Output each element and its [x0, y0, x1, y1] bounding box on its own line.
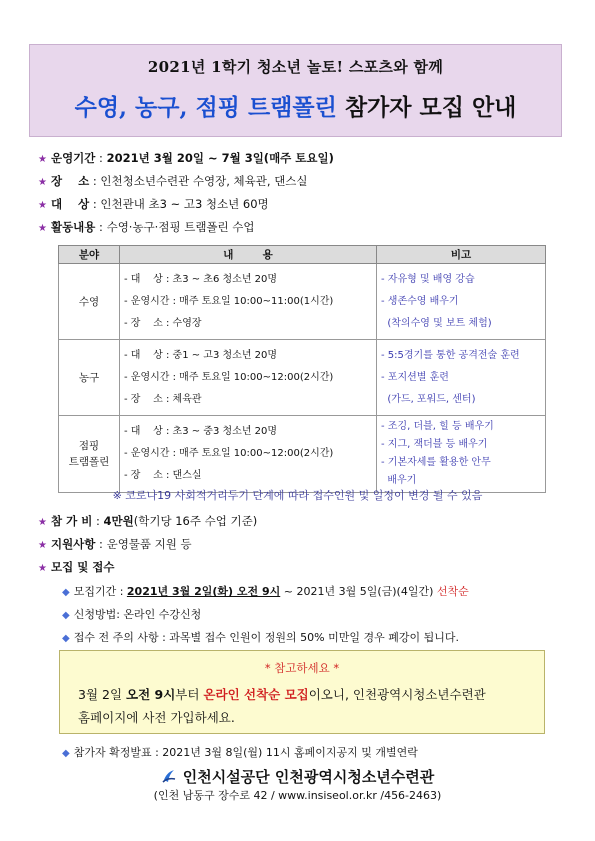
table-header-category: 분야	[59, 246, 120, 264]
header-banner	[29, 44, 562, 137]
activity-value: 수영·농구·점핑 트램폴린 수업	[106, 220, 255, 234]
table-header-content: 내 용	[120, 246, 377, 264]
recruit-period-start: 2021년 3월 2일(화) 오전 9시	[126, 585, 281, 598]
star-icon: ★	[38, 200, 47, 211]
footer-address: (인천 남동구 장수로 42 / www.insiseol.or.kr /456-2463)	[153, 789, 442, 802]
period-label: 운영기간	[50, 151, 96, 165]
period-value: 2021년 3월 20일 ~ 7월 3일(매주 토요일)	[106, 151, 334, 165]
support-row: ★ 지원사항 : 운영물품 지원 등	[38, 537, 192, 551]
header-title-rest: 참가자 모집 안내	[344, 94, 517, 121]
info-period: ★ 운영기간 : 2021년 3월 20일 ~ 7월 3일(매주 토요일)	[38, 151, 334, 165]
recruit-period-end: ~ 2021년 3월 5일(금)(4일간)	[280, 585, 437, 598]
star-icon: ★	[38, 563, 47, 574]
row-notes: - 5:5경기를 통한 공격전술 훈련 - 포지션별 훈련 (가드, 포워드, 센터)	[377, 340, 546, 416]
reference-line-1: 3월 2일 오전 9시부터 온라인 선착순 모집이오니, 인천광역시청소년수련관	[78, 687, 486, 702]
info-target: ★ 대 상 : 인천관내 초3 ~ 고3 청소년 60명	[38, 197, 269, 211]
header-subtitle: 2021년 1학기 청소년 놀토! 스포츠와 함께	[147, 58, 444, 76]
recruit-label: 모집 및 접수	[50, 560, 115, 574]
table-header-row	[59, 246, 546, 264]
footer-org-name: 인천시설공단 인천광역시청소년수련관	[182, 768, 435, 786]
recruit-apply-text: 신청방법: 온라인 수강신청	[73, 608, 202, 621]
table-row	[59, 340, 546, 416]
program-table	[58, 245, 546, 493]
table-row	[59, 416, 546, 493]
fee-detail: (학기당 16주 수업 기준)	[133, 514, 258, 528]
star-icon: ★	[38, 223, 47, 234]
recruit-row	[38, 559, 115, 575]
announce-text: 참가자 확정발표 : 2021년 3월 8일(월) 11시 홈페이지공지 및 개별연락	[73, 746, 418, 759]
fee-row: ★ 참 가 비 : 4만원(학기당 16주 수업 기준)	[38, 514, 258, 528]
row-content: - 대 상 : 초3 ~ 중3 청소년 20명 - 운영시간 : 매주 토요일 10:00~12:00(2시간) - 장 소 : 댄스실	[120, 416, 377, 493]
header-title	[30, 89, 561, 122]
table-row	[59, 264, 546, 340]
target-value: 인천관내 초3 ~ 고3 청소년 60명	[100, 197, 269, 211]
recruit-caution	[62, 629, 459, 645]
support-value: 운영물품 지원 등	[106, 537, 192, 551]
row-content: - 대 상 : 초3 ~ 초6 청소년 20명 - 운영시간 : 매주 토요일 10:00~11:00(1시간) - 장 소 : 수영장	[120, 264, 377, 340]
recruit-apply	[62, 606, 201, 622]
diamond-icon: ◆	[62, 633, 70, 644]
reference-title: * 참고하세요 *	[264, 661, 340, 675]
table-header-notes: 비고	[377, 246, 546, 264]
reference-box	[59, 650, 545, 734]
fee-amount: 4만원	[103, 514, 134, 528]
organization-logo-icon	[161, 768, 177, 784]
covid-notice: ※ 코로나19 사회적거리두기 단계에 따라 접수인원 및 일정이 변경 될 수 있음	[112, 489, 483, 502]
row-category: 수영	[59, 264, 120, 340]
row-notes: - 자유형 및 배영 강습 - 생존수영 배우기 (착의수영 및 보트 체험)	[377, 264, 546, 340]
row-content: - 대 상 : 중1 ~ 고3 청소년 20명 - 운영시간 : 매주 토요일 10:00~12:00(2시간) - 장 소 : 체육관	[120, 340, 377, 416]
place-value: 인천청소년수련관 수영장, 체육관, 댄스실	[100, 174, 308, 188]
info-place: ★ 장 소 : 인천청소년수련관 수영장, 체육관, 댄스실	[38, 174, 308, 188]
support-label: 지원사항	[50, 537, 96, 551]
info-activity: ★ 활동내용 : 수영·농구·점핑 트램폴린 수업	[38, 220, 255, 234]
header-title-colored: 수영, 농구, 점핑 트램폴린	[74, 94, 337, 121]
place-label: 장 소	[50, 174, 90, 188]
star-icon: ★	[38, 540, 47, 551]
diamond-icon: ◆	[62, 748, 70, 759]
recruit-period-method: 선착순	[436, 585, 469, 598]
row-category: 점핑 트램폴린	[59, 416, 120, 493]
diamond-icon: ◆	[62, 587, 70, 598]
fee-label: 참 가 비	[50, 514, 93, 528]
target-label: 대 상	[50, 197, 90, 211]
star-icon: ★	[38, 177, 47, 188]
star-icon: ★	[38, 517, 47, 528]
diamond-icon: ◆	[62, 610, 70, 621]
row-category: 농구	[59, 340, 120, 416]
row-notes: - 조깅, 더블, 힐 등 배우기 - 지그, 잭더블 등 배우기 - 기본자세를 활용한 안무 배우기	[377, 416, 546, 493]
recruit-period-label: 모집기간 :	[73, 585, 127, 598]
footer-organization	[0, 766, 595, 787]
recruit-caution-text: 접수 전 주의 사항 : 과목별 접수 인원이 정원의 50% 미만일 경우 폐강이 됩니다.	[73, 631, 459, 644]
reference-line-2: 홈페이지에 사전 가입하세요.	[78, 710, 235, 725]
activity-label: 활동내용	[50, 220, 96, 234]
announce-row	[62, 744, 418, 760]
star-icon: ★	[38, 154, 47, 165]
recruit-period	[62, 583, 469, 599]
